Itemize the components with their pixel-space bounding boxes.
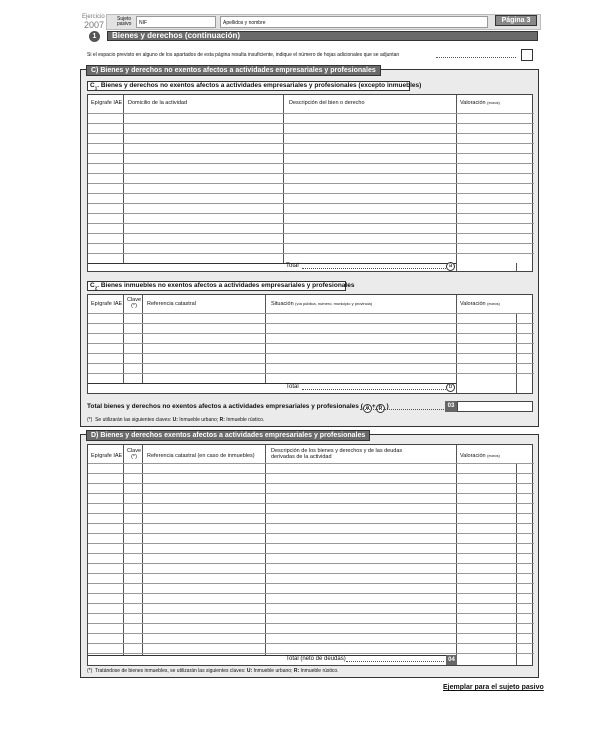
d-col-referencia: Referencia catastral (en caso de inmuebles) [147,453,255,459]
c-total-marker-b: b [376,404,385,413]
c1-col-descripcion: Descripción del bien o derecho [289,100,365,106]
c1-row-line [88,253,534,254]
c2-col-valoracion [460,301,500,307]
d-row-line [88,563,534,564]
ejercicio-year: 2007 [84,20,105,30]
c-total-text: Total bienes y derechos no exentos afectos a actividades empresariales y profesionales ( [87,403,363,410]
pagina-badge: Página 3 [495,15,537,26]
c1-row-line [88,113,534,114]
nif-field[interactable] [136,16,216,28]
c-total-value-field[interactable] [457,401,533,412]
d-row-line [88,523,534,524]
c1-row-line [88,143,534,144]
c1-title-prefix: C [90,82,95,89]
c2-col-clave [125,297,143,309]
apellidos-label: Apellidos y nombre [223,20,266,26]
c2-row-line [88,323,534,324]
d-col-clave-text: Clave [126,448,142,454]
d-col-descripcion: Descripción de los bienes y derechos y de las deudas derivadas de la actividad [271,448,403,460]
c1-row-line [88,163,534,164]
c1-divider-1 [123,95,124,263]
c1-total-rule [88,263,456,264]
d-row-line [88,543,534,544]
c2-col-clave-note: (*) [131,303,137,309]
c1-row-line [88,193,534,194]
d-row-line [88,553,534,554]
c-footnote-u: U: [172,417,178,423]
d-col-valoracion-unit: (euros) [487,453,500,458]
c1-row-line [88,123,534,124]
d-total-code: 04 [446,655,457,665]
d-col-valoracion-text: Valoración [460,453,486,459]
c2-table [87,294,533,394]
d-total-dots [346,661,444,662]
c1-row-line [88,203,534,204]
c2-col-valoracion-unit: (euros) [487,301,500,306]
c1-row-line [88,233,534,234]
section-d-title: D) Bienes y derechos exentos afectos a actividades empresariales y profesionales [86,430,370,441]
d-row-line [88,513,534,514]
c2-total-marker: b [446,383,455,392]
d-col-clave [125,448,143,460]
d-row-line [88,613,534,614]
c1-row-line [88,213,534,214]
c2-divider-1 [123,295,124,383]
d-footnote-u-text: Inmueble urbano; [253,668,293,674]
c1-col-valoracion [460,100,500,106]
note-top: Si el espacio previsto en alguno de los apartados de esta página resulta insuficiente, indique el número de hojas adicionales que se adjuntan [87,52,400,58]
d-row-line [88,593,534,594]
apellidos-field[interactable] [220,16,488,28]
c2-row-line [88,363,534,364]
d-total-label: Total (neto de deudas) [286,656,346,662]
d-divider-4 [456,445,457,665]
c2-title-prefix: C [90,282,95,289]
c1-total-dots [302,268,446,269]
d-footnote [87,668,339,674]
d-row-line [88,493,534,494]
d-row-line [88,503,534,504]
c2-title-sub: 2 [94,285,98,291]
c-footnote-r: R: [219,417,225,423]
c2-col-referencia: Referencia catastral [147,301,196,307]
c-footnote-prefix: (*) [87,417,93,423]
c2-row-line [88,333,534,334]
c2-row-line [88,373,534,374]
c2-title [87,281,355,291]
d-table [87,444,533,666]
d-total-rule [88,655,456,656]
ejercicio-label: Ejercicio [82,14,105,20]
c2-total-rule [88,383,456,384]
d-row-line [88,533,534,534]
d-footnote-prefix: (*) [87,668,93,674]
c-total-label [87,403,389,412]
c2-divider-2 [142,295,143,383]
c-total-dots [360,409,444,410]
section-c-title: C) Bienes y derechos no exentos afectos a actividades empresariales y profesionales [86,65,381,76]
c1-total-label: Total [286,263,299,269]
note-dots [436,57,516,58]
d-row-line [88,653,534,654]
d-row-line [88,603,534,604]
d-row-line [88,633,534,634]
c1-col-epigrafe: Epígrafe IAE [91,100,123,106]
c1-title [87,81,422,91]
c-total-close: ) [386,403,389,410]
ejemplar-label: Ejemplar para el sujeto pasivo [443,684,544,691]
c1-col-valoracion-text: Valoración [460,100,486,106]
d-footnote-u: U: [246,668,253,674]
c1-divider-2 [283,95,284,263]
c2-total-dots [302,389,446,390]
c1-col-domicilio: Domicilio de la actividad [128,100,187,106]
d-row-line [88,643,534,644]
d-row-line [88,463,534,464]
d-row-line [88,623,534,624]
d-row-line [88,583,534,584]
c-footnote-u-text: Inmueble urbano; [179,417,219,423]
c2-col-valoracion-text: Valoración [460,301,486,307]
c1-row-line [88,133,534,134]
c2-row-line [88,353,534,354]
c2-col-clave-text: Clave [126,297,142,303]
c-footnote-r-text: Inmueble rústico. [226,417,265,423]
c-total-marker-a: a [363,404,372,413]
d-row-line [88,573,534,574]
c-footnote-text: Se utilizarán las siguientes claves: [95,417,172,423]
c2-col-situacion [271,301,372,307]
c2-col-situacion-note: (vía pública, número, municipio y provincia) [295,301,373,306]
c1-row-line [88,153,534,154]
c1-table [87,94,533,272]
c1-row-line [88,243,534,244]
d-col-clave-note: (*) [131,454,137,460]
c-total-plus: + [371,403,376,410]
c1-row-line [88,173,534,174]
c1-title-sub: 1 [94,85,98,91]
c2-divider-3 [265,295,266,383]
c-footnote [87,417,264,423]
c2-col-epigrafe: Epígrafe IAE [91,301,123,307]
c1-row-line [88,183,534,184]
c-total-code: 03 [445,401,457,412]
d-row-line [88,483,534,484]
d-footnote-text: Tratándose de bienes inmuebles, se utilizarán las siguientes claves: [94,668,246,674]
c1-title-rest: . Bienes y derechos no exentos afectos a actividades empresariales y profesionales (excepto inmuebles) [97,82,422,89]
c2-row-line [88,343,534,344]
section-title: Bienes y derechos (continuación) [107,31,538,41]
d-col-valoracion [460,453,500,459]
c1-total-marker: a [446,262,455,271]
c2-divider-4 [456,295,457,393]
d-footnote-r: R: [293,668,300,674]
nif-label: NIF [139,20,148,26]
sujeto-pasivo-label: Sujeto pasivo [117,16,132,27]
c2-row-line [88,313,534,314]
d-col-epigrafe: Epígrafe IAE [91,453,123,459]
c1-valoracion-column[interactable] [457,113,532,263]
c1-col-valoracion-unit: (euros) [487,100,500,105]
d-row-line [88,473,534,474]
c2-title-rest: . Bienes inmuebles no exentos afectos a actividades empresariales y profesionales [97,282,355,289]
d-footnote-r-text: Inmueble rústico. [300,668,339,674]
c2-col-situacion-text: Situación [271,301,294,307]
c2-total-label: Total [286,384,299,390]
c1-row-line [88,223,534,224]
hojas-adicionales-field[interactable] [521,49,533,61]
section-number: 1 [89,31,100,42]
